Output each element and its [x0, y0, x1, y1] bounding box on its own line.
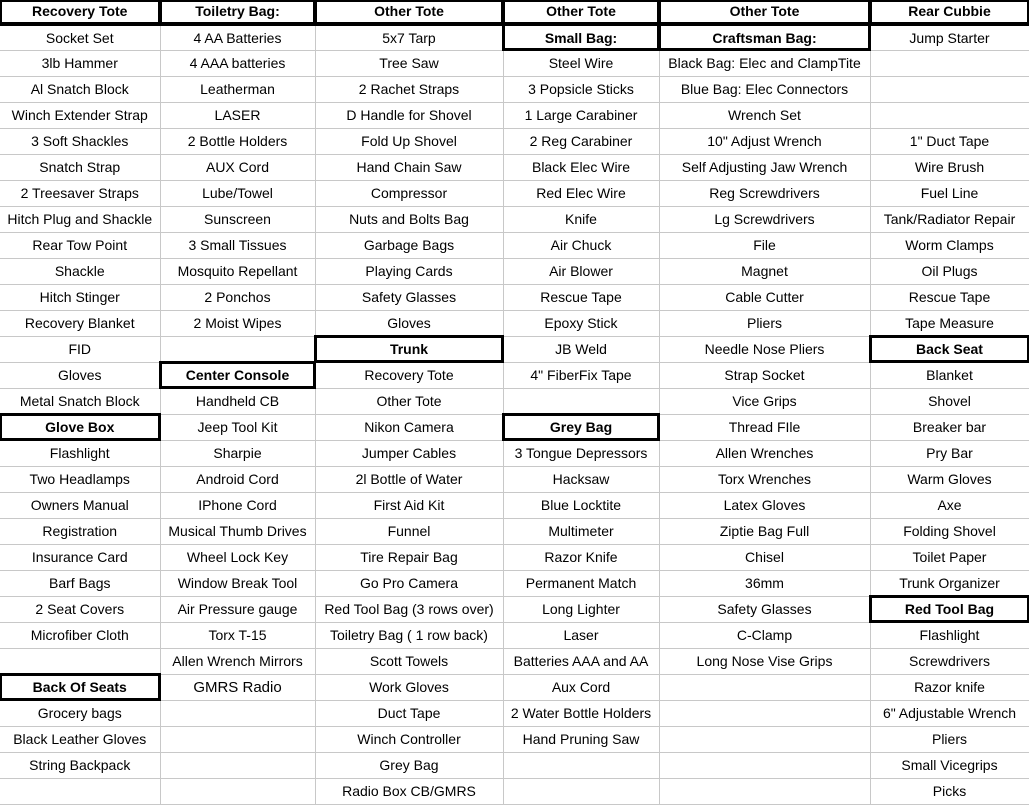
column-header[interactable]: Recovery Tote: [0, 0, 160, 24]
table-row: [0, 232, 1029, 258]
table-row: [0, 544, 1029, 570]
table-cell[interactable]: Breaker bar: [870, 414, 1029, 440]
table-cell[interactable]: Sharpie: [160, 440, 315, 466]
table-cell[interactable]: Tank/Radiator Repair: [870, 206, 1029, 232]
table-cell[interactable]: Needle Nose Pliers: [659, 336, 870, 362]
table-row: [0, 492, 1029, 518]
table-cell[interactable]: 36mm: [659, 570, 870, 596]
table-cell[interactable]: Gloves: [315, 310, 503, 336]
table-cell[interactable]: Multimeter: [503, 518, 659, 544]
table-cell[interactable]: Lg Screwdrivers: [659, 206, 870, 232]
table-row: [0, 622, 1029, 648]
table-cell[interactable]: Long Nose Vise Grips: [659, 648, 870, 674]
table-cell[interactable]: 2 Reg Carabiner: [503, 128, 659, 154]
table-cell[interactable]: [503, 778, 659, 804]
table-cell[interactable]: Shackle: [0, 258, 160, 284]
table-cell[interactable]: Al Snatch Block: [0, 76, 160, 102]
table-cell[interactable]: [659, 674, 870, 700]
table-cell[interactable]: [160, 336, 315, 362]
table-row: [0, 648, 1029, 674]
table-cell[interactable]: Red Tool Bag (3 rows over): [315, 596, 503, 622]
table-cell[interactable]: Fold Up Shovel: [315, 128, 503, 154]
table-cell[interactable]: Compressor: [315, 180, 503, 206]
table-cell[interactable]: Socket Set: [0, 24, 160, 50]
table-row: [0, 700, 1029, 726]
table-cell[interactable]: Small Vicegrips: [870, 752, 1029, 778]
table-cell[interactable]: Blanket: [870, 362, 1029, 388]
table-cell[interactable]: Snatch Strap: [0, 154, 160, 180]
column-header[interactable]: Rear Cubbie: [870, 0, 1029, 24]
table-cell[interactable]: Wrench Set: [659, 102, 870, 128]
table-cell[interactable]: Leatherman: [160, 76, 315, 102]
table-cell[interactable]: Latex Gloves: [659, 492, 870, 518]
table-cell[interactable]: Wheel Lock Key: [160, 544, 315, 570]
table-cell[interactable]: Hand Chain Saw: [315, 154, 503, 180]
table-cell[interactable]: Winch Controller: [315, 726, 503, 752]
table-row: [0, 570, 1029, 596]
table-cell[interactable]: Hitch Stinger: [0, 284, 160, 310]
table-cell[interactable]: Microfiber Cloth: [0, 622, 160, 648]
table-cell[interactable]: [659, 726, 870, 752]
section-header-cell[interactable]: Craftsman Bag:: [659, 24, 870, 50]
table-cell[interactable]: Jeep Tool Kit: [160, 414, 315, 440]
table-cell[interactable]: Long Lighter: [503, 596, 659, 622]
table-row: [0, 154, 1029, 180]
table-cell[interactable]: Insurance Card: [0, 544, 160, 570]
table-cell[interactable]: First Aid Kit: [315, 492, 503, 518]
table-cell[interactable]: Pliers: [659, 310, 870, 336]
section-header-cell[interactable]: Back Seat: [870, 336, 1029, 362]
table-cell[interactable]: Permanent Match: [503, 570, 659, 596]
table-cell[interactable]: Flashlight: [870, 622, 1029, 648]
table-cell[interactable]: 3 Soft Shackles: [0, 128, 160, 154]
table-cell[interactable]: D Handle for Shovel: [315, 102, 503, 128]
section-header-cell[interactable]: Red Tool Bag: [870, 596, 1029, 622]
table-cell[interactable]: Registration: [0, 518, 160, 544]
table-cell[interactable]: [659, 752, 870, 778]
table-row: [0, 206, 1029, 232]
table-cell[interactable]: Air Pressure gauge: [160, 596, 315, 622]
table-cell[interactable]: Safety Glasses: [659, 596, 870, 622]
table-cell[interactable]: String Backpack: [0, 752, 160, 778]
table-cell[interactable]: Thread FIle: [659, 414, 870, 440]
table-cell[interactable]: Tape Measure: [870, 310, 1029, 336]
table-cell[interactable]: IPhone Cord: [160, 492, 315, 518]
table-cell[interactable]: Red Elec Wire: [503, 180, 659, 206]
table-cell[interactable]: [503, 752, 659, 778]
table-cell[interactable]: Tire Repair Bag: [315, 544, 503, 570]
table-cell[interactable]: Vice Grips: [659, 388, 870, 414]
table-cell[interactable]: Sunscreen: [160, 206, 315, 232]
table-cell[interactable]: Mosquito Repellant: [160, 258, 315, 284]
table-row: [0, 310, 1029, 336]
table-cell[interactable]: Rescue Tape: [870, 284, 1029, 310]
section-header-cell[interactable]: Back Of Seats: [0, 674, 160, 700]
table-cell[interactable]: Android Cord: [160, 466, 315, 492]
table-cell[interactable]: Work Gloves: [315, 674, 503, 700]
section-header-cell[interactable]: Center Console: [160, 362, 315, 388]
table-cell[interactable]: Pliers: [870, 726, 1029, 752]
table-cell[interactable]: Recovery Tote: [315, 362, 503, 388]
table-cell[interactable]: Metal Snatch Block: [0, 388, 160, 414]
table-cell[interactable]: [870, 50, 1029, 76]
table-cell[interactable]: Rescue Tape: [503, 284, 659, 310]
table-cell[interactable]: Blue Locktite: [503, 492, 659, 518]
table-cell[interactable]: [659, 700, 870, 726]
table-cell[interactable]: Lube/Towel: [160, 180, 315, 206]
table-cell[interactable]: Handheld CB: [160, 388, 315, 414]
table-row: [0, 518, 1029, 544]
table-cell[interactable]: [870, 76, 1029, 102]
table-cell[interactable]: [659, 778, 870, 804]
table-row: [0, 76, 1029, 102]
table-cell[interactable]: Toilet Paper: [870, 544, 1029, 570]
table-cell[interactable]: Laser: [503, 622, 659, 648]
table-cell[interactable]: Toiletry Bag ( 1 row back): [315, 622, 503, 648]
table-cell[interactable]: Funnel: [315, 518, 503, 544]
table-cell[interactable]: Duct Tape: [315, 700, 503, 726]
table-cell[interactable]: File: [659, 232, 870, 258]
table-cell[interactable]: Pry Bar: [870, 440, 1029, 466]
table-cell[interactable]: Grocery bags: [0, 700, 160, 726]
table-cell[interactable]: Recovery Blanket: [0, 310, 160, 336]
table-cell[interactable]: Other Tote: [315, 388, 503, 414]
table-cell[interactable]: Jump Starter: [870, 24, 1029, 50]
table-cell[interactable]: Black Leather Gloves: [0, 726, 160, 752]
table-row: [0, 752, 1029, 778]
table-cell[interactable]: Axe: [870, 492, 1029, 518]
table-cell[interactable]: 2 Bottle Holders: [160, 128, 315, 154]
table-cell[interactable]: FID: [0, 336, 160, 362]
table-row: [0, 440, 1029, 466]
table-row: [0, 24, 1029, 50]
table-cell[interactable]: Allen Wrench Mirrors: [160, 648, 315, 674]
table-row: [0, 466, 1029, 492]
table-cell[interactable]: 3 Popsicle Sticks: [503, 76, 659, 102]
table-cell[interactable]: 2 Rachet Straps: [315, 76, 503, 102]
table-cell[interactable]: Knife: [503, 206, 659, 232]
table-row: [0, 596, 1029, 622]
table-cell[interactable]: [0, 778, 160, 804]
table-cell[interactable]: Strap Socket: [659, 362, 870, 388]
section-header-cell[interactable]: Small Bag:: [503, 24, 659, 50]
table-cell[interactable]: Razor knife: [870, 674, 1029, 700]
table-cell[interactable]: Allen Wrenches: [659, 440, 870, 466]
column-header[interactable]: Other Tote: [503, 0, 659, 24]
section-header-cell[interactable]: Glove Box: [0, 414, 160, 440]
section-header-cell[interactable]: Grey Bag: [503, 414, 659, 440]
table-cell[interactable]: 2 Moist Wipes: [160, 310, 315, 336]
table-cell[interactable]: Playing Cards: [315, 258, 503, 284]
table-cell[interactable]: Nuts and Bolts Bag: [315, 206, 503, 232]
column-header[interactable]: Toiletry Bag:: [160, 0, 315, 24]
table-cell[interactable]: [0, 648, 160, 674]
table-cell[interactable]: Oil Plugs: [870, 258, 1029, 284]
table-row: [0, 336, 1029, 362]
table-cell[interactable]: 2 Seat Covers: [0, 596, 160, 622]
table-cell[interactable]: [160, 778, 315, 804]
table-cell[interactable]: C-Clamp: [659, 622, 870, 648]
table-cell[interactable]: [160, 726, 315, 752]
table-cell[interactable]: Hand Pruning Saw: [503, 726, 659, 752]
table-cell[interactable]: Picks: [870, 778, 1029, 804]
table-cell[interactable]: 3 Small Tissues: [160, 232, 315, 258]
header-row: [0, 0, 1029, 24]
table-cell[interactable]: Owners Manual: [0, 492, 160, 518]
table-row: [0, 180, 1029, 206]
table-cell[interactable]: [160, 752, 315, 778]
table-cell[interactable]: Wire Brush: [870, 154, 1029, 180]
table-cell[interactable]: Barf Bags: [0, 570, 160, 596]
table-cell[interactable]: Tree Saw: [315, 50, 503, 76]
table-cell[interactable]: Trunk Organizer: [870, 570, 1029, 596]
table-cell[interactable]: Fuel Line: [870, 180, 1029, 206]
table-cell[interactable]: Reg Screwdrivers: [659, 180, 870, 206]
table-cell[interactable]: Shovel: [870, 388, 1029, 414]
table-cell[interactable]: Warm Gloves: [870, 466, 1029, 492]
table-cell[interactable]: Window Break Tool: [160, 570, 315, 596]
table-cell[interactable]: [503, 388, 659, 414]
table-cell[interactable]: Air Blower: [503, 258, 659, 284]
table-cell[interactable]: Musical Thumb Drives: [160, 518, 315, 544]
table-cell[interactable]: GMRS Radio: [160, 674, 315, 700]
table-row: [0, 726, 1029, 752]
table-cell[interactable]: 1" Duct Tape: [870, 128, 1029, 154]
column-header[interactable]: Other Tote: [315, 0, 503, 24]
table-cell[interactable]: Batteries AAA and AA: [503, 648, 659, 674]
table-cell[interactable]: Torx T-15: [160, 622, 315, 648]
table-cell[interactable]: 2 Ponchos: [160, 284, 315, 310]
table-cell[interactable]: Self Adjusting Jaw Wrench: [659, 154, 870, 180]
table-cell[interactable]: Razor Knife: [503, 544, 659, 570]
table-row: [0, 778, 1029, 804]
table-row: [0, 50, 1029, 76]
table-cell[interactable]: Hitch Plug and Shackle: [0, 206, 160, 232]
table-cell[interactable]: 1 Large Carabiner: [503, 102, 659, 128]
table-cell[interactable]: Garbage Bags: [315, 232, 503, 258]
column-header[interactable]: Other Tote: [659, 0, 870, 24]
table-cell[interactable]: Magnet: [659, 258, 870, 284]
table-row: [0, 128, 1029, 154]
table-cell[interactable]: Safety Glasses: [315, 284, 503, 310]
table-cell[interactable]: 4 AA Batteries: [160, 24, 315, 50]
table-cell[interactable]: Grey Bag: [315, 752, 503, 778]
table-cell[interactable]: Aux Cord: [503, 674, 659, 700]
table-cell[interactable]: Two Headlamps: [0, 466, 160, 492]
table-cell[interactable]: Jumper Cables: [315, 440, 503, 466]
table-cell[interactable]: Worm Clamps: [870, 232, 1029, 258]
table-cell[interactable]: [870, 102, 1029, 128]
table-cell[interactable]: Epoxy Stick: [503, 310, 659, 336]
table-cell[interactable]: Ziptie Bag Full: [659, 518, 870, 544]
table-cell[interactable]: AUX Cord: [160, 154, 315, 180]
table-row: [0, 284, 1029, 310]
table-row: [0, 102, 1029, 128]
table-cell[interactable]: [160, 700, 315, 726]
table-row: [0, 414, 1029, 440]
table-cell[interactable]: Go Pro Camera: [315, 570, 503, 596]
table-cell[interactable]: 2l Bottle of Water: [315, 466, 503, 492]
table-cell[interactable]: Radio Box CB/GMRS: [315, 778, 503, 804]
table-cell[interactable]: 2 Treesaver Straps: [0, 180, 160, 206]
table-cell[interactable]: LASER: [160, 102, 315, 128]
table-cell[interactable]: Gloves: [0, 362, 160, 388]
table-cell[interactable]: Air Chuck: [503, 232, 659, 258]
table-cell[interactable]: JB Weld: [503, 336, 659, 362]
table-cell[interactable]: Folding Shovel: [870, 518, 1029, 544]
table-cell[interactable]: 3lb Hammer: [0, 50, 160, 76]
table-cell[interactable]: Steel Wire: [503, 50, 659, 76]
table-cell[interactable]: Blue Bag: Elec Connectors: [659, 76, 870, 102]
table-cell[interactable]: Nikon Camera: [315, 414, 503, 440]
table-cell[interactable]: 5x7 Tarp: [315, 24, 503, 50]
table-cell[interactable]: Torx Wrenches: [659, 466, 870, 492]
table-cell[interactable]: Winch Extender Strap: [0, 102, 160, 128]
table-cell[interactable]: Screwdrivers: [870, 648, 1029, 674]
table-cell[interactable]: Flashlight: [0, 440, 160, 466]
table-cell[interactable]: 10" Adjust Wrench: [659, 128, 870, 154]
table-row: [0, 258, 1029, 284]
table-cell[interactable]: Scott Towels: [315, 648, 503, 674]
table-cell[interactable]: 3 Tongue Depressors: [503, 440, 659, 466]
table-cell[interactable]: 6" Adjustable Wrench: [870, 700, 1029, 726]
table-cell[interactable]: Chisel: [659, 544, 870, 570]
table-cell[interactable]: 4" FiberFix Tape: [503, 362, 659, 388]
table-cell[interactable]: Black Elec Wire: [503, 154, 659, 180]
table-cell[interactable]: Rear Tow Point: [0, 232, 160, 258]
table-cell[interactable]: 2 Water Bottle Holders: [503, 700, 659, 726]
table-cell[interactable]: Cable Cutter: [659, 284, 870, 310]
table-row: [0, 362, 1029, 388]
table-row: [0, 388, 1029, 414]
table-row: [0, 674, 1029, 700]
table-cell[interactable]: Black Bag: Elec and ClampTite: [659, 50, 870, 76]
table-cell[interactable]: Hacksaw: [503, 466, 659, 492]
table-cell[interactable]: 4 AAA batteries: [160, 50, 315, 76]
section-header-cell[interactable]: Trunk: [315, 336, 503, 362]
